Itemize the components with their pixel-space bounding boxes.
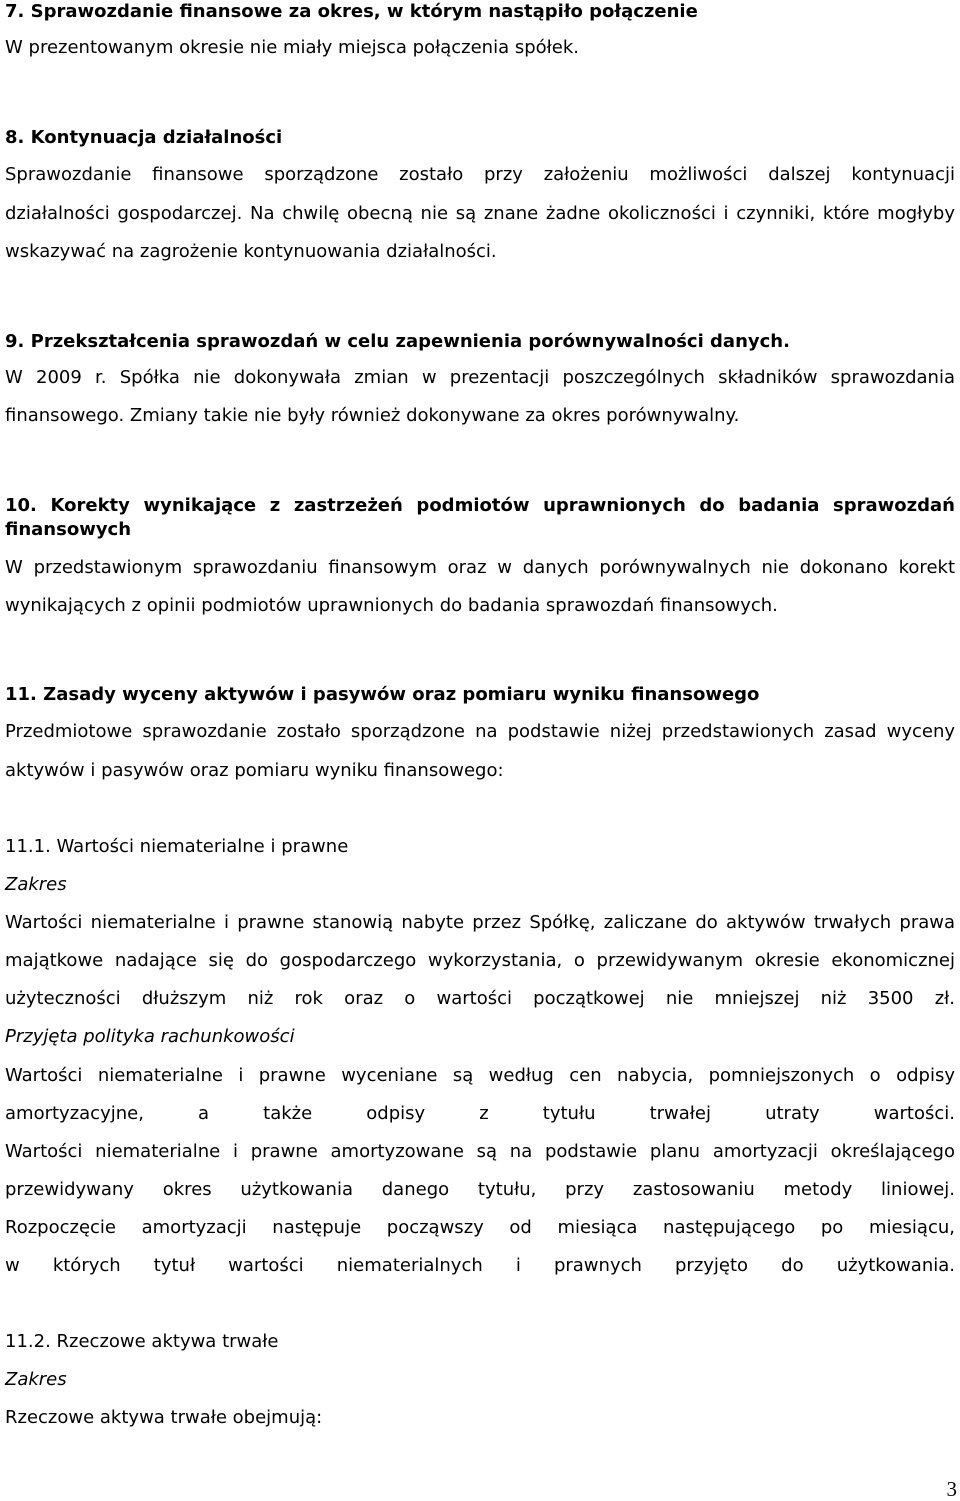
section-8-heading: 8. Kontynuacja działalności: [5, 127, 283, 148]
section-11-1-polityka-line-1: Wartości niematerialne i prawne wyceniane są według cen nabycia, pomniejszonych o odpisy: [5, 1065, 955, 1086]
section-11-1-zakres-label: Zakres: [5, 874, 67, 895]
page-number: 3: [946, 1477, 957, 1501]
section-11-line-1: Przedmiotowe sprawozdanie zostało sporządzone na podstawie niżej przedstawionych zasad wyceny: [5, 721, 955, 742]
section-11-1-polityka-line-4: przewidywany okres użytkowania danego tytułu, przy zastosowaniu metody liniowej.: [5, 1179, 955, 1200]
section-7-text: W prezentowanym okresie nie miały miejsca połączenia spółek.: [5, 37, 579, 58]
section-10-heading-line-1: 10. Korekty wynikające z zastrzeżeń podmiotów uprawnionych do badania sprawozdań: [5, 495, 955, 516]
section-11-2-heading: 11.2. Rzeczowe aktywa trwałe: [5, 1331, 279, 1352]
section-11-1-heading: 11.1. Wartości niematerialne i prawne: [5, 836, 349, 857]
section-11-1-polityka-line-5: Rozpoczęcie amortyzacji następuje począwszy od miesiąca następującego po miesiącu,: [5, 1217, 955, 1238]
section-11-1-polityka-line-6: w których tytuł wartości niematerialnych i prawnych przyjęto do użytkowania.: [5, 1255, 955, 1276]
section-11-1-zakres-line-1: Wartości niematerialne i prawne stanowią nabyte przez Spółkę, zaliczane do aktywów trwałych prawa: [5, 912, 955, 933]
section-10-line-2: wynikających z opinii podmiotów uprawnionych do badania sprawozdań finansowych.: [5, 595, 778, 616]
section-11-line-2: aktywów i pasywów oraz pomiaru wyniku finansowego:: [5, 760, 504, 781]
section-9-heading: 9. Przekształcenia sprawozdań w celu zapewnienia porównywalności danych.: [5, 331, 790, 352]
section-11-1-polityka-line-3: Wartości niematerialne i prawne amortyzowane są na podstawie planu amortyzacji określającego: [5, 1141, 955, 1162]
section-11-1-polityka-line-2: amortyzacyjne, a także odpisy z tytułu trwałej utraty wartości.: [5, 1103, 955, 1124]
section-9-line-2: finansowego. Zmiany takie nie były również dokonywane za okres porównywalny.: [5, 405, 740, 426]
section-8-line-1: Sprawozdanie finansowe sporządzone zostało przy założeniu możliwości dalszej kontynuacji: [5, 164, 955, 185]
section-9-line-1: W 2009 r. Spółka nie dokonywała zmian w prezentacji poszczególnych składników sprawozdania: [5, 367, 955, 388]
section-11-1-polityka-label: Przyjęta polityka rachunkowości: [5, 1026, 295, 1047]
section-11-2-line-1: Rzeczowe aktywa trwałe obejmują:: [5, 1407, 323, 1428]
section-11-1-zakres-line-2: majątkowe nadające się do gospodarczego wykorzystania, o przewidywanym okresie ekonomicznej: [5, 950, 955, 971]
section-8-line-2: działalności gospodarczej. Na chwilę obecną nie są znane żadne okoliczności i czynniki, które mogłyby: [5, 203, 955, 224]
section-10-line-1: W przedstawionym sprawozdaniu finansowym oraz w danych porównywalnych nie dokonano korekt: [5, 557, 955, 578]
section-8-line-3: wskazywać na zagrożenie kontynuowania działalności.: [5, 241, 497, 262]
section-11-1-zakres-line-3: użyteczności dłuższym niż rok oraz o wartości początkowej nie mniejszej niż 3500 zł.: [5, 988, 955, 1009]
section-11-2-zakres-label: Zakres: [5, 1369, 67, 1390]
section-7-heading: 7. Sprawozdanie finansowe za okres, w którym nastąpiło połączenie: [5, 1, 698, 22]
section-10-heading-line-2: finansowych: [5, 519, 132, 540]
section-11-heading: 11. Zasady wyceny aktywów i pasywów oraz pomiaru wyniku finansowego: [5, 684, 760, 705]
